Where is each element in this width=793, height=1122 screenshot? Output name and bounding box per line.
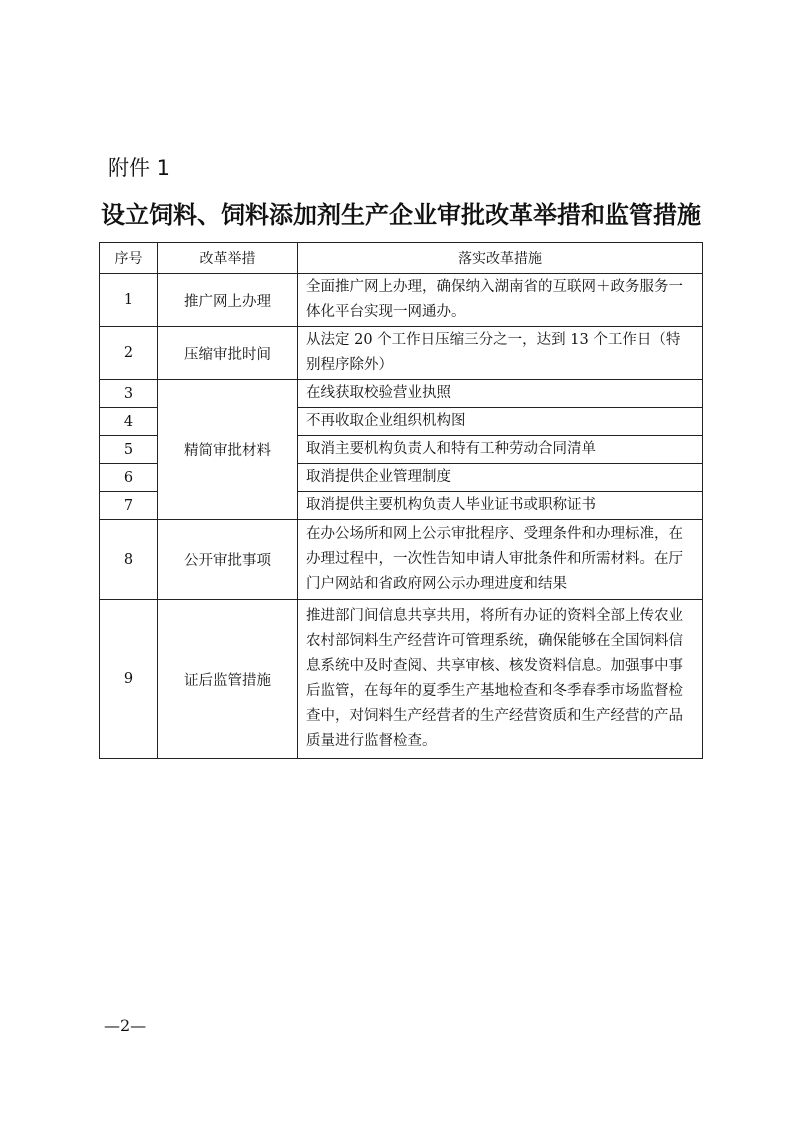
document-title: 设立饲料、饲料添加剂生产企业审批改革举措和监管措施	[101, 201, 701, 229]
row-number: 3	[100, 380, 158, 408]
row-number: 7	[100, 492, 158, 520]
page-number: —2—	[104, 1016, 147, 1035]
row-measure: 推广网上办理	[158, 274, 298, 327]
header-number: 序号	[100, 243, 158, 274]
row-number: 8	[100, 520, 158, 600]
reform-measures-table	[99, 242, 703, 759]
attachment-label: 附件 1	[108, 156, 171, 180]
table-row	[100, 274, 703, 327]
row-number: 9	[100, 600, 158, 759]
table-row	[100, 380, 703, 408]
row-measure: 精简审批材料	[158, 380, 298, 520]
row-detail: 取消提供企业管理制度	[298, 464, 703, 492]
table-row	[100, 520, 703, 600]
row-detail: 取消提供主要机构负责人毕业证书或职称证书	[298, 492, 703, 520]
table-row	[100, 600, 703, 759]
table-header-row	[100, 243, 703, 274]
table-row	[100, 327, 703, 380]
row-number: 5	[100, 436, 158, 464]
row-detail: 取消主要机构负责人和特有工种劳动合同清单	[298, 436, 703, 464]
header-implementation: 落实改革措施	[298, 243, 703, 274]
row-detail: 在办公场所和网上公示审批程序、受理条件和办理标准，在办理过程中，一次性告知申请人审批条件和所需材料。在厅门户网站和省政府网公示办理进度和结果	[298, 520, 703, 600]
row-number: 1	[100, 274, 158, 327]
row-detail: 全面推广网上办理，确保纳入湖南省的互联网＋政务服务一体化平台实现一网通办。	[298, 274, 703, 327]
row-number: 6	[100, 464, 158, 492]
row-measure: 证后监管措施	[158, 600, 298, 759]
row-detail: 不再收取企业组织机构图	[298, 408, 703, 436]
header-reform-measure: 改革举措	[158, 243, 298, 274]
row-number: 2	[100, 327, 158, 380]
row-number: 4	[100, 408, 158, 436]
row-detail: 在线获取校验营业执照	[298, 380, 703, 408]
row-detail: 推进部门间信息共享共用，将所有办证的资料全部上传农业农村部饲料生产经营许可管理系统，确保能够在全国饲料信息系统中及时查阅、共享审核、核发资料信息。加强事中事后监管，在每年的夏季生产基地检查和冬季春季市场监督检查中，对饲料生产经营者的生产经营资质和生产经营的产品质量进行监督检查。	[298, 600, 703, 759]
row-measure: 公开审批事项	[158, 520, 298, 600]
row-detail: 从法定 20 个工作日压缩三分之一，达到 13 个工作日（特别程序除外）	[298, 327, 703, 380]
row-measure: 压缩审批时间	[158, 327, 298, 380]
